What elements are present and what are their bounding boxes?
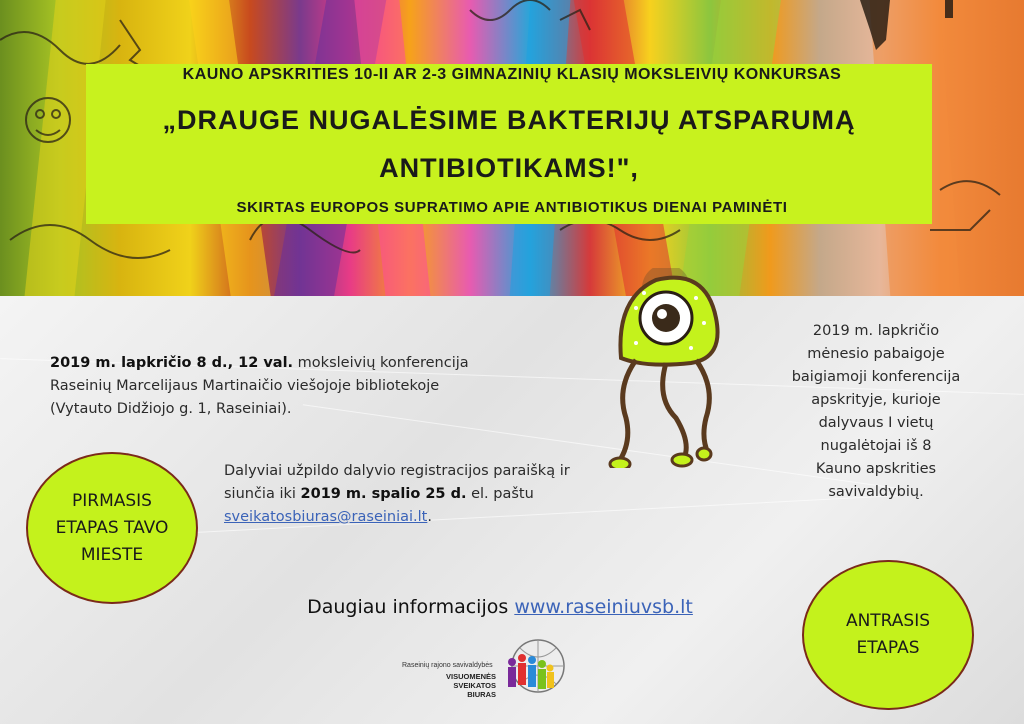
contest-title-line1: „DRAUGE NUGALĖSIME BAKTERIJŲ ATSPARUMĄ — [162, 105, 856, 135]
conference-info — [50, 352, 490, 421]
logo-big-text — [404, 672, 496, 699]
first-stage-line: ETAPAS TAVO — [55, 517, 169, 538]
contest-subtitle: SKIRTAS EUROPOS SUPRATIMO APIE ANTIBIOTIKUS DIENAI PAMINĖTI — [236, 199, 788, 216]
conference-date: 2019 m. lapkričio 8 d., 12 val. — [50, 355, 294, 371]
more-info-label: Daugiau informacijos — [307, 596, 515, 618]
logo-big-line: SVEIKATOS — [453, 681, 496, 690]
registration-pre: siunčia iki — [224, 486, 301, 502]
final-line: 2019 m. lapkričio — [812, 323, 940, 339]
final-line: Kauno apskrities — [815, 461, 937, 477]
registration-line1: Dalyviai užpildo dalyvio registracijos paraišką ir — [224, 463, 570, 479]
second-stage-line: ETAPAS — [856, 638, 920, 658]
contest-name: KAUNO APSKRITIES 10-II AR 2-3 GIMNAZINIŲ KLASIŲ MOKSLEIVIŲ KONKURSAS — [182, 66, 842, 83]
second-stage-badge — [802, 560, 974, 710]
logo-big-line: VISUOMENĖS — [445, 672, 496, 681]
first-stage-line: PIRMASIS — [72, 490, 152, 511]
logo-big-line: BIURAS — [467, 690, 496, 699]
more-info — [0, 596, 1000, 618]
first-stage-badge — [26, 452, 198, 604]
contest-title — [86, 96, 932, 192]
registration-email-suffix: . — [427, 509, 432, 525]
first-stage-line: MIESTE — [80, 544, 144, 565]
registration-email-link[interactable]: sveikatosbiuras@raseiniai.lt — [224, 509, 428, 525]
final-conference-info — [776, 320, 976, 504]
conference-address: (Vytauto Didžiojo g. 1, Raseiniai). — [50, 401, 292, 417]
conference-place: Raseinių Marcelijaus Martinaičio viešojoje bibliotekoje — [50, 378, 440, 394]
contest-title-line2: ANTIBIOTIKAMS!", — [379, 153, 639, 183]
conference-event: moksleivių konferencija — [293, 355, 469, 371]
health-bureau-logo — [398, 632, 568, 712]
final-line: apskrityje, kurioje — [811, 392, 941, 408]
registration-post: el. paštu — [466, 486, 534, 502]
website-link[interactable]: www.raseiniuvsb.lt — [514, 596, 693, 618]
registration-info — [224, 460, 604, 529]
bacteria-mascot-illustration — [596, 268, 736, 468]
second-stage-line: ANTRASIS — [845, 611, 931, 631]
final-line: baigiamoji konferencija — [791, 369, 961, 385]
registration-deadline: 2019 m. spalio 25 d. — [300, 486, 467, 502]
final-line: savivaldybių. — [828, 484, 924, 500]
final-line: dalyvaus I vietų — [818, 415, 934, 431]
people-globe-icon — [498, 634, 568, 704]
final-line: nugalėtojai iš 8 — [820, 438, 932, 454]
final-line: mėnesio pabaigoje — [807, 346, 945, 362]
logo-small-text: Raseinių rajono savivaldybės — [402, 662, 493, 669]
